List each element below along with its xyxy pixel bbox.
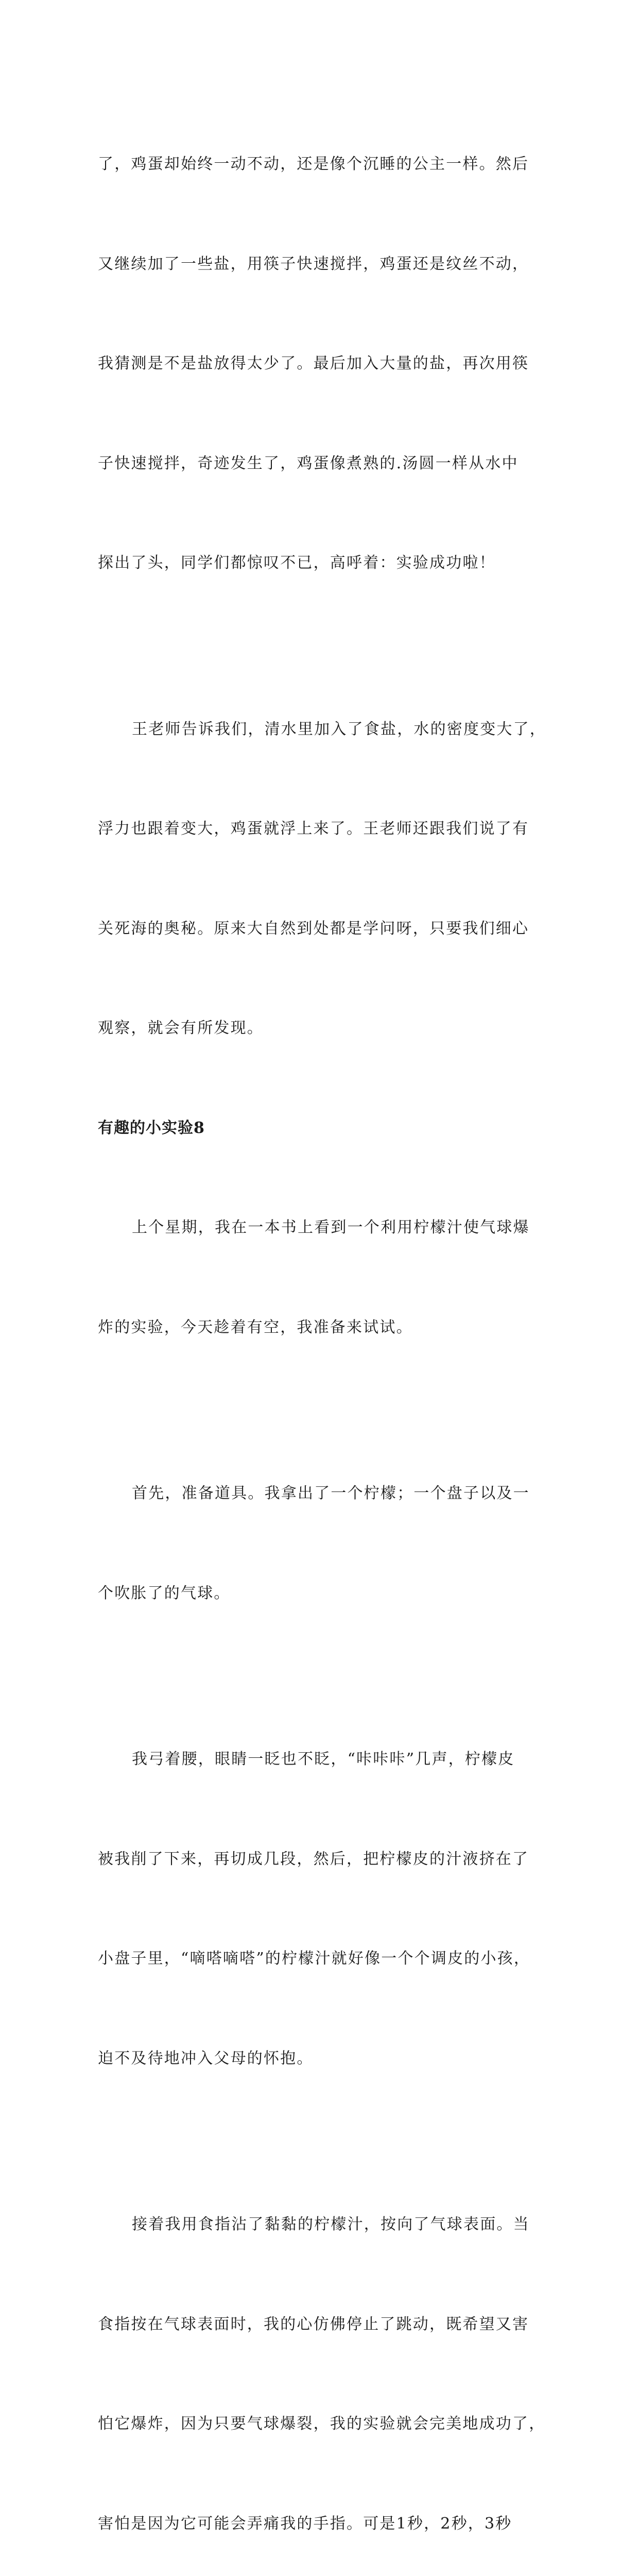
text-line: 关死海的奥秘。原来大自然到处都是学问呀，只要我们细心 xyxy=(98,919,529,938)
text-line: 又继续加了一些盐，用筷子快速搅拌，鸡蛋还是纹丝不动， xyxy=(98,255,529,273)
text-line: 怕它爆炸，因为只要气球爆裂，我的实验就会完美地成功了， xyxy=(98,2415,546,2433)
text-line: 接着我用食指沾了黏黏的柠檬汁，按向了气球表面。当 xyxy=(132,2215,530,2233)
text-line: 害怕是因为它可能会弄痛我的手指。可是1秒，2秒，3秒 xyxy=(98,2514,512,2533)
text-line: 王老师告诉我们，清水里加入了食盐，水的密度变大了， xyxy=(132,720,546,738)
text-line: 了，鸡蛋却始终一动不动，还是像个沉睡的公主一样。然后 xyxy=(98,155,529,173)
text-line: 观察，就会有所发现。 xyxy=(98,1019,264,1037)
text-line: 炸的实验，今天趁着有空，我准备来试试。 xyxy=(98,1318,413,1336)
document-page xyxy=(98,81,551,2576)
text-line: 探出了头，同学们都惊叹不已，高呼着：实验成功啦！ xyxy=(98,554,496,572)
text-line: 食指按在气球表面时，我的心仿佛停止了跳动，既希望又害 xyxy=(98,2315,529,2333)
text-line: 上个星期，我在一本书上看到一个利用柠檬汁使气球爆 xyxy=(132,1218,530,1236)
text-line: 浮力也跟着变大，鸡蛋就浮上来了。王老师还跟我们说了有 xyxy=(98,820,529,838)
text-line: 个吹胀了的气球。 xyxy=(98,1584,231,1602)
text-line: 我猜测是不是盐放得太少了。最后加入大量的盐，再次用筷 xyxy=(98,354,529,372)
paragraph xyxy=(98,1145,551,1411)
paragraph xyxy=(98,647,551,1112)
text-line: 迫不及待地冲入父母的怀抱。 xyxy=(98,2049,314,2067)
paragraph xyxy=(98,1411,551,1676)
paragraph xyxy=(98,1676,551,2142)
text-line: 我弓着腰，眼睛一眨也不眨，“咔咔咔”几声，柠檬皮 xyxy=(132,1750,515,1768)
text-line: 被我削了下来，再切成几段，然后，把柠檬皮的汁液挤在了 xyxy=(98,1850,529,1868)
text-line: 子快速搅拌，奇迹发生了，鸡蛋像煮熟的.汤圆一样从水中 xyxy=(98,454,519,472)
section-heading: 有趣的小实验8 xyxy=(98,1118,205,1137)
paragraph xyxy=(98,81,551,647)
text-line: 小盘子里，“嘀嗒嘀嗒”的柠檬汁就好像一个个调皮的小孩， xyxy=(98,1950,531,1968)
text-line: 首先，准备道具。我拿出了一个柠檬；一个盘子以及一 xyxy=(132,1484,530,1502)
paragraph xyxy=(98,2142,551,2576)
